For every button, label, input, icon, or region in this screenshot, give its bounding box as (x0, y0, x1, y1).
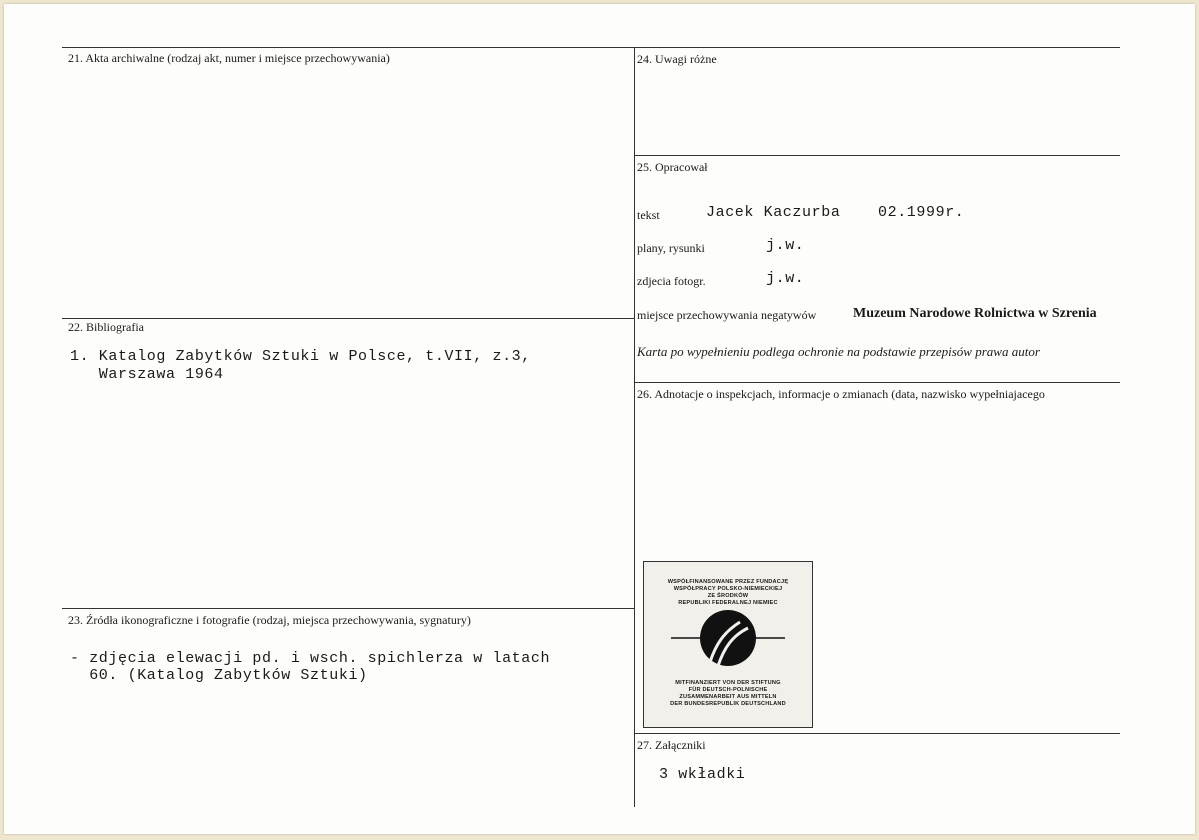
divider-25-26 (634, 382, 1120, 383)
bibliography-line-2: Warszawa 1964 (70, 366, 224, 383)
stamp-de-line-4: DER BUNDESREPUBLIK DEUTSCHLAND (670, 701, 786, 707)
zdjecia-label: zdjecia fotogr. (637, 274, 706, 288)
zdjecia-value: j.w. (766, 270, 805, 287)
plany-value: j.w. (766, 237, 805, 254)
stamp-pl-line-4: REPUBLIKI FEDERALNEJ NIEMIEC (678, 600, 778, 606)
foundation-logo-icon (644, 610, 812, 680)
section-23-label: 23. Źródła ikonograficzne i fotografie (rodzaj, miejsca przechowywania, sygnatury) (68, 613, 471, 627)
miejsce-value: Muzeum Narodowe Rolnictwa w Szrenia (853, 306, 1097, 321)
section-21-label: 21. Akta archiwalne (rodzaj akt, numer i miejsce przechowywania) (68, 51, 390, 65)
stamp-de-line-1: MITFINANZIERT VON DER STIFTUNG (675, 680, 781, 686)
stamp-pl-line-3: ZE ŚRODKÓW (707, 593, 749, 599)
tekst-date: 02.1999r. (878, 204, 965, 221)
iconography-line-2: 60. (Katalog Zabytków Sztuki) (70, 667, 368, 684)
section-24-label: 24. Uwagi różne (637, 52, 717, 66)
divider-24-25 (634, 155, 1120, 156)
divider-center (634, 47, 635, 807)
stamp-de-line-3: ZUSAMMENARBEIT AUS MITTELN (679, 694, 777, 700)
stamp-de-line-2: FÜR DEUTSCH-POLNISCHE (688, 687, 768, 693)
divider-26-27 (634, 733, 1120, 734)
stamp-pl-line-2: WSPÓŁPRACY POLSKO-NIEMIECKIEJ (673, 586, 783, 592)
section-25-label: 25. Opracował (637, 160, 708, 174)
attachments-value: 3 wkładki (659, 766, 746, 783)
plany-label: plany, rysunki (637, 241, 705, 255)
bibliography-line-1: 1. Katalog Zabytków Sztuki w Polsce, t.VII, z.3, (70, 348, 531, 365)
foundation-stamp (643, 561, 813, 728)
copyright-note: Karta po wypełnieniu podlega ochronie na podstawie przepisów prawa autor (637, 344, 1040, 359)
iconography-line-1: - zdjęcia elewacji pd. i wsch. spichlerza w latach (70, 650, 551, 667)
tekst-label: tekst (637, 208, 660, 222)
miejsce-label: miejsce przechowywania negatywów (637, 308, 817, 322)
stamp-pl-line-1: WSPÓŁFINANSOWANE PRZEZ FUNDACJĘ (667, 579, 789, 585)
divider-21-22 (62, 318, 634, 319)
section-27-label: 27. Załączniki (637, 738, 706, 752)
form-sheet (4, 4, 1195, 834)
divider-22-23 (62, 608, 634, 609)
tekst-author: Jacek Kaczurba (706, 204, 841, 221)
section-26-label: 26. Adnotacje o inspekcjach, informacje o zmianach (data, nazwisko wypełniajacego (637, 387, 1045, 401)
section-22-label: 22. Bibliografia (68, 320, 144, 334)
divider-top (62, 47, 1120, 48)
